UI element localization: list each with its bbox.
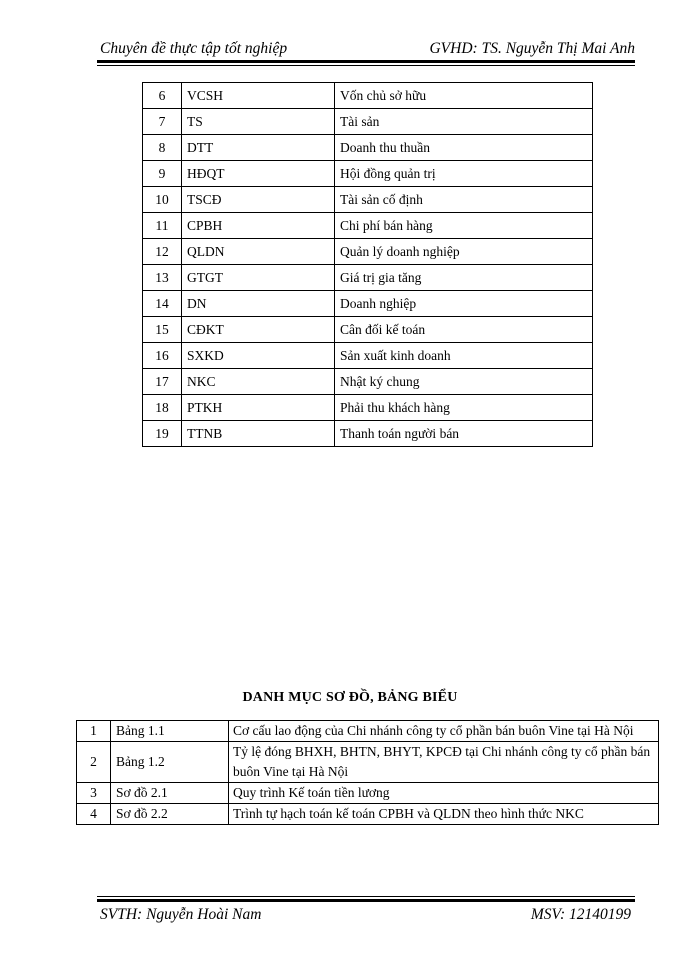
footer-rule-thin xyxy=(97,896,635,897)
abbr-number-cell: 15 xyxy=(143,317,182,343)
table-row xyxy=(77,721,659,742)
footer-student-id: MSV: 12140199 xyxy=(530,906,631,923)
figure-type-cell: Sơ đồ 2.1 xyxy=(111,783,229,804)
abbr-meaning-cell: Cân đối kế toán xyxy=(335,317,593,343)
table-row xyxy=(143,421,593,447)
abbr-number-cell: 12 xyxy=(143,239,182,265)
footer-rule-thick xyxy=(97,899,635,902)
figure-type-cell: Sơ đồ 2.2 xyxy=(111,804,229,825)
abbr-code-cell: VCSH xyxy=(182,83,335,109)
table-row xyxy=(143,343,593,369)
abbr-number-cell: 9 xyxy=(143,161,182,187)
abbr-meaning-cell: Giá trị gia tăng xyxy=(335,265,593,291)
abbr-code-cell: TTNB xyxy=(182,421,335,447)
table-row xyxy=(143,317,593,343)
abbr-number-cell: 11 xyxy=(143,213,182,239)
abbr-number-cell: 6 xyxy=(143,83,182,109)
abbr-meaning-cell: Vốn chủ sở hữu xyxy=(335,83,593,109)
table-row xyxy=(143,161,593,187)
table-row xyxy=(143,291,593,317)
abbr-number-cell: 17 xyxy=(143,369,182,395)
table-row xyxy=(143,395,593,421)
table-row xyxy=(143,369,593,395)
abbr-meaning-cell: Doanh thu thuần xyxy=(335,135,593,161)
figure-list-table xyxy=(76,720,659,825)
abbr-code-cell: GTGT xyxy=(182,265,335,291)
header-rule-thick xyxy=(97,60,635,63)
footer-student: SVTH: Nguyễn Hoài Nam xyxy=(100,906,262,923)
abbr-code-cell: TS xyxy=(182,109,335,135)
abbr-code-cell: DN xyxy=(182,291,335,317)
figure-title-cell: Trình tự hạch toán kế toán CPBH và QLDN theo hình thức NKC xyxy=(229,804,659,825)
abbr-meaning-cell: Phải thu khách hàng xyxy=(335,395,593,421)
table-row xyxy=(77,742,659,783)
abbr-meaning-cell: Nhật ký chung xyxy=(335,369,593,395)
abbr-code-cell: CĐKT xyxy=(182,317,335,343)
abbr-meaning-cell: Quản lý doanh nghiệp xyxy=(335,239,593,265)
abbr-code-cell: HĐQT xyxy=(182,161,335,187)
figure-number-cell: 1 xyxy=(77,721,111,742)
table-row xyxy=(143,135,593,161)
table-row xyxy=(143,213,593,239)
abbr-number-cell: 10 xyxy=(143,187,182,213)
abbr-number-cell: 18 xyxy=(143,395,182,421)
abbr-code-cell: QLDN xyxy=(182,239,335,265)
figure-number-cell: 3 xyxy=(77,783,111,804)
header-supervisor: GVHD: TS. Nguyễn Thị Mai Anh xyxy=(429,40,635,57)
figure-number-cell: 2 xyxy=(77,742,111,783)
abbr-meaning-cell: Thanh toán người bán xyxy=(335,421,593,447)
abbreviation-table xyxy=(142,82,593,447)
abbr-number-cell: 14 xyxy=(143,291,182,317)
abbr-meaning-cell: Hội đồng quản trị xyxy=(335,161,593,187)
abbr-meaning-cell: Doanh nghiệp xyxy=(335,291,593,317)
figure-list-title: DANH MỤC SƠ ĐỒ, BẢNG BIỂU xyxy=(242,690,458,705)
abbr-meaning-cell: Tài sản xyxy=(335,109,593,135)
abbr-code-cell: PTKH xyxy=(182,395,335,421)
abbr-number-cell: 19 xyxy=(143,421,182,447)
figure-title-cell: Quy trình Kế toán tiền lương xyxy=(229,783,659,804)
abbr-code-cell: DTT xyxy=(182,135,335,161)
header-report-title: Chuyên đề thực tập tốt nghiệp xyxy=(100,40,288,57)
figure-title-cell: Tỷ lệ đóng BHXH, BHTN, BHYT, KPCĐ tại Chi nhánh công ty cổ phần bán buôn Vine tại Hà Nội xyxy=(229,742,659,783)
figure-list-table-body xyxy=(77,721,659,825)
abbr-code-cell: CPBH xyxy=(182,213,335,239)
table-row xyxy=(143,187,593,213)
abbr-number-cell: 8 xyxy=(143,135,182,161)
table-row xyxy=(143,83,593,109)
table-row xyxy=(143,109,593,135)
table-row xyxy=(143,239,593,265)
table-row xyxy=(77,783,659,804)
abbr-number-cell: 13 xyxy=(143,265,182,291)
header-rule-thin xyxy=(97,65,635,66)
abbr-meaning-cell: Tài sản cố định xyxy=(335,187,593,213)
abbreviation-table-body xyxy=(143,83,593,447)
abbr-meaning-cell: Chi phí bán hàng xyxy=(335,213,593,239)
abbr-code-cell: SXKD xyxy=(182,343,335,369)
figure-type-cell: Bảng 1.1 xyxy=(111,721,229,742)
figure-type-cell: Bảng 1.2 xyxy=(111,742,229,783)
abbr-code-cell: NKC xyxy=(182,369,335,395)
figure-title-cell: Cơ cấu lao động của Chi nhánh công ty cổ phần bán buôn Vine tại Hà Nội xyxy=(229,721,659,742)
abbr-meaning-cell: Sản xuất kinh doanh xyxy=(335,343,593,369)
figure-number-cell: 4 xyxy=(77,804,111,825)
table-row xyxy=(143,265,593,291)
table-row xyxy=(77,804,659,825)
abbr-number-cell: 7 xyxy=(143,109,182,135)
abbr-code-cell: TSCĐ xyxy=(182,187,335,213)
abbr-number-cell: 16 xyxy=(143,343,182,369)
